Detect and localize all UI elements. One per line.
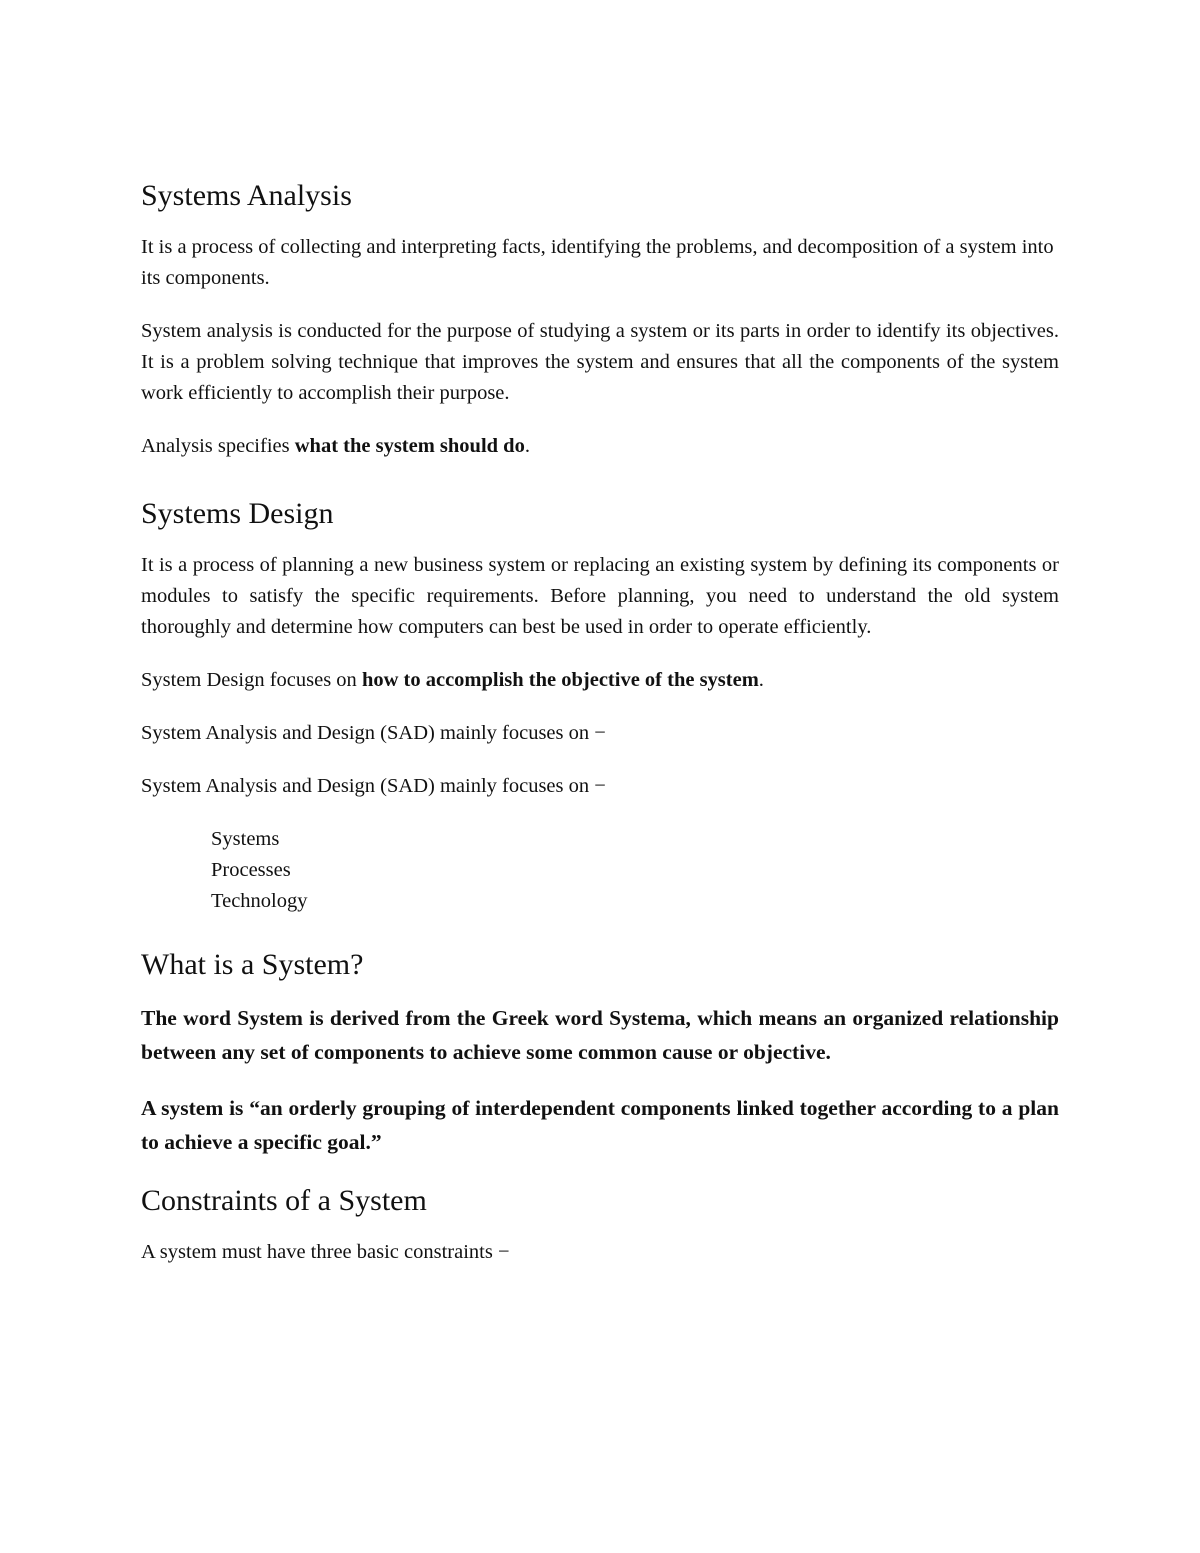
list-item: Systems	[211, 828, 280, 850]
paragraph: It is a process of planning a new business system or replacing an existing system by defining its components or modules to satisfy the specific requirements. Before planning, you need to understand the old system thoroughly and determine how computers can best be used in order to operate efficiently.	[141, 554, 1059, 638]
list-item: Processes	[211, 859, 291, 881]
section-heading: What is a System?	[141, 948, 364, 981]
paragraph	[141, 431, 1059, 462]
paragraph: System Analysis and Design (SAD) mainly focuses on −	[141, 775, 606, 797]
systems-design-section	[141, 494, 1059, 917]
text-run: .	[524, 435, 530, 457]
document-page	[141, 176, 1059, 1290]
section-heading: Systems Design	[141, 497, 334, 530]
paragraph: A system is “an orderly grouping of interdependent components linked together according to a plan to achieve a specific goal.”	[141, 1096, 1059, 1154]
paragraph	[141, 665, 1059, 696]
paragraph: System analysis is conducted for the purpose of studying a system or its parts in order to identify its objectives. It is a problem solving technique that improves the system and ensures that all the components of the system work efficiently to accomplish their purpose.	[141, 320, 1059, 404]
what-is-system-section	[141, 945, 1059, 1159]
bold-text: what the system should do	[294, 435, 525, 457]
paragraph: The word System is derived from the Greek word Systema, which means an organized relationship between any set of components to achieve some common cause or objective.	[141, 1006, 1059, 1064]
paragraph: It is a process of collecting and interpreting facts, identifying the problems, and decomposition of a system into its components.	[141, 236, 1054, 289]
section-heading: Systems Analysis	[141, 179, 352, 212]
text-run: Analysis specifies	[141, 435, 295, 457]
focus-list	[211, 824, 1059, 917]
systems-analysis-section	[141, 176, 1059, 462]
list-item: Technology	[211, 890, 308, 912]
text-run: System Design focuses on	[141, 669, 362, 691]
section-heading: Constraints of a System	[141, 1184, 427, 1217]
text-run: .	[758, 669, 764, 691]
paragraph: System Analysis and Design (SAD) mainly focuses on −	[141, 722, 606, 744]
paragraph: A system must have three basic constraints −	[141, 1241, 510, 1263]
constraints-section	[141, 1181, 1059, 1268]
bold-text: how to accomplish the objective of the system	[361, 669, 759, 691]
